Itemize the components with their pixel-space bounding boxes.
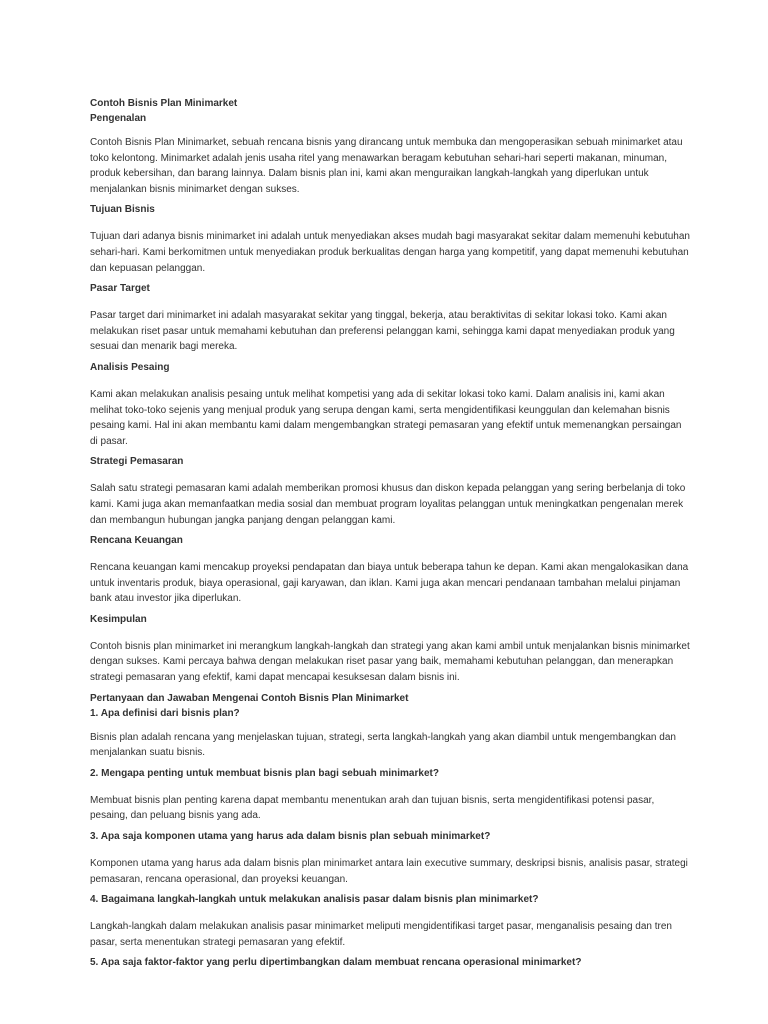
document-content [90,96,690,970]
faq-question-3: 3. Apa saja komponen utama yang harus ada dalam bisnis plan sebuah minimarket? [90,831,491,843]
faq-answer-3: Komponen utama yang harus ada dalam bisnis plan minimarket antara lain executive summary, deskripsi bisnis, analisis pasar, strategi pemasaran, rencana operasional, dan proyeksi keuangan. [90,858,688,885]
section-paragraph-strategi-pemasaran: Salah satu strategi pemasaran kami adalah memberikan promosi khusus dan diskon kepada pelanggan yang sering berbelanja di toko kami. Kami juga akan memanfaatkan media sosial dan membuat program loyalitas pelanggan untuk meningkatkan pengenalan merek dan membangun hubungan jangka panjang dengan pelanggan kami. [90,483,686,526]
section-heading-pasar-target: Pasar Target [90,283,150,295]
section-paragraph-kesimpulan: Contoh bisnis plan minimarket ini merangkum langkah-langkah dan strategi yang akan kami ambil untuk menjalankan bisnis minimarket dengan sukses. Kami percaya bahwa dengan melakukan riset pasar yang baik, memahami kebutuhan pelanggan, dan menerapkan strategi pemasaran yang efektif, kami dapat mencapai kesuksesan dalam bisnis ini. [90,640,690,684]
faq-question-2: 2. Mengapa penting untuk membuat bisnis plan bagi sebuah minimarket? [90,767,439,779]
section-paragraph-analisis-pesaing: Kami akan melakukan analisis pesaing untuk melihat kompetisi yang ada di sekitar lokasi toko kami. Dalam analisis ini, kami akan melihat toko-toko sejenis yang menjual produk yang serupa dengan kami, serta mengidentifikasi keunggulan dan kelemahan bisnis pesaing kami. Hal ini akan membantu kami dalam mengembangkan strategi pemasaran yang efektif untuk memenangkan persaingan di pasar. [90,388,682,447]
section-heading-pengenalan: Pengenalan [90,113,147,124]
section-paragraph-tujuan-bisnis: Tujuan dari adanya bisnis minimarket ini adalah untuk menyediakan akses mudah bagi masyarakat sekitar dalam memenuhi kebutuhan sehari-hari. Kami berkomitmen untuk menyediakan produk berkualitas dengan harga yang kompetitif, yang dapat memenuhi kebutuhan dan kepuasan pelanggan. [90,231,690,274]
section-heading-tujuan-bisnis: Tujuan Bisnis [90,204,155,216]
section-heading-kesimpulan: Kesimpulan [90,613,147,625]
faq-question-1: 1. Apa definisi dari bisnis plan? [90,707,240,719]
faq-title-block [90,691,690,721]
faq-question-5: 5. Apa saja faktor-faktor yang perlu dipertimbangkan dalam membuat rencana operasional minimarket? [90,957,582,969]
faq-answer-1: Bisnis plan adalah rencana yang menjelaskan tujuan, strategi, serta langkah-langkah yang akan diambil untuk mengembangkan dan menjalankan suatu bisnis. [90,731,676,759]
section-paragraph-rencana-keuangan: Rencana keuangan kami mencakup proyeksi pendapatan dan biaya untuk beberapa tahun ke depan. Kami akan mengalokasikan dana untuk inventaris produk, biaya operasional, gaji karyawan, dan iklan. Kami juga akan mencari pendanaan tambahan melalui pinjaman bank atau investor jika diperlukan. [90,562,689,605]
section-heading-analisis-pesaing: Analisis Pesaing [90,361,170,373]
faq-title: Pertanyaan dan Jawaban Mengenai Contoh Bisnis Plan Minimarket [90,692,409,704]
section-heading-rencana-keuangan: Rencana Keuangan [90,535,183,547]
faq-question-4: 4. Bagaimana langkah-langkah untuk melakukan analisis pasar dalam bisnis plan minimarket? [90,894,539,906]
faq-answer-4: Langkah-langkah dalam melakukan analisis pasar minimarket meliputi mengidentifikasi target pasar, menganalisis pesaing dan tren pasar, serta menentukan strategi pemasaran yang efektif. [90,921,672,948]
document-title: Contoh Bisnis Plan Minimarket [90,98,238,109]
title-block [90,96,690,126]
intro-paragraph: Contoh Bisnis Plan Minimarket, sebuah rencana bisnis yang dirancang untuk membuka dan mengoperasikan sebuah minimarket atau toko kelontong. Minimarket adalah jenis usaha ritel yang menawarkan beragam kebutuhan sehari-hari seperti makanan, minuman, produk kebersihan, dan barang lainnya. Dalam bisnis plan ini, kami akan menguraikan langkah-langkah yang diperlukan untuk menjalankan bisnis minimarket dengan sukses. [90,137,683,195]
section-heading-strategi-pemasaran: Strategi Pemasaran [90,456,184,468]
faq-answer-2: Membuat bisnis plan penting karena dapat membantu menentukan arah dan tujuan bisnis, serta mengidentifikasi potensi pasar, pesaing, dan peluang bisnis yang ada. [90,794,655,822]
section-paragraph-pasar-target: Pasar target dari minimarket ini adalah masyarakat sekitar yang tinggal, bekerja, atau beraktivitas di sekitar lokasi toko. Kami akan melakukan riset pasar untuk memahami kebutuhan dan preferensi pelanggan kami, sehingga kami dapat menyediakan produk yang sesuai dan menarik bagi mereka. [90,310,675,353]
